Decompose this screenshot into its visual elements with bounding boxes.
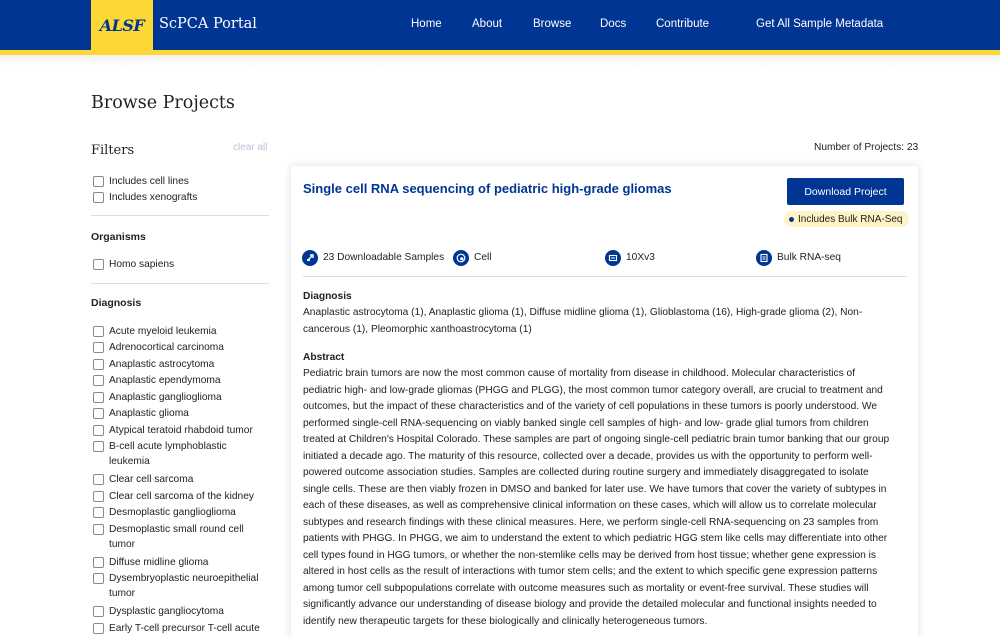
filter-diagnosis-item[interactable] bbox=[93, 439, 227, 453]
filter-diagnosis-item[interactable] bbox=[93, 423, 253, 437]
nav-docs[interactable]: Docs bbox=[600, 18, 627, 30]
checkbox[interactable] bbox=[93, 408, 104, 419]
meta-technology bbox=[605, 249, 655, 266]
badge-label: Includes Bulk RNA-Seq bbox=[798, 213, 903, 225]
checkbox[interactable] bbox=[93, 606, 104, 617]
badge-dot-icon bbox=[789, 217, 794, 222]
filter-label: Anaplastic ganglioglioma bbox=[109, 391, 222, 403]
filter-label: Desmoplastic small round cell bbox=[109, 523, 244, 535]
nav-get-all-sample-metadata[interactable]: Get All Sample Metadata bbox=[756, 18, 884, 30]
logo-text: ALSF bbox=[99, 15, 145, 35]
filter-diagnosis-item[interactable] bbox=[93, 406, 189, 420]
filter-diagnosis-item[interactable] bbox=[93, 505, 236, 519]
meta-additional bbox=[756, 249, 841, 266]
filter-label: Includes cell lines bbox=[109, 175, 189, 187]
abstract-line: pediatric high- and low-grade gliomas (PHGG and PLGG), the most common tumor category overall, are crucial to treatment and bbox=[303, 384, 883, 396]
abstract-line: treated at Children's Hospital Colorado. These samples are part of ongoing single-cell pediatric brain tumor banking that our group bbox=[303, 434, 890, 445]
filter-diagnosis-item[interactable] bbox=[93, 357, 214, 371]
checkbox[interactable] bbox=[93, 326, 104, 337]
abstract-line: cell types found in HGG tumors, or whether the non-stemlike cells may be derived from host tissue; whether gene expression is bbox=[303, 549, 877, 561]
nav-contribute[interactable]: Contribute bbox=[656, 18, 710, 30]
diagnosis-label: Diagnosis bbox=[303, 291, 352, 302]
abstract-line: single cells. These are then viably frozen in DMSO and banked for later use. We have tumors that cover the variety of subtypes in bbox=[303, 483, 887, 495]
page-title: Browse Projects bbox=[91, 93, 235, 113]
filters-title: Filters bbox=[91, 143, 135, 158]
project-title-link[interactable]: Single cell RNA sequencing of pediatric high-grade gliomas bbox=[303, 181, 672, 196]
abstract-line: outcomes, but the impact of these characteristics and of the variety of cell populations in these tumors is poorly understood. We bbox=[303, 401, 878, 412]
filter-label-continued: tumor bbox=[109, 588, 136, 599]
filter-label: Atypical teratoid rhabdoid tumor bbox=[109, 424, 253, 436]
abstract-text bbox=[303, 366, 903, 630]
filter-label-continued: tumor bbox=[109, 539, 136, 550]
filter-label: Adrenocortical carcinoma bbox=[109, 341, 224, 353]
checkbox[interactable] bbox=[93, 342, 104, 353]
meta-modality bbox=[453, 249, 492, 266]
filter-label: Homo sapiens bbox=[109, 258, 175, 270]
diagnosis-line: cancerous (1), Pleomorphic xanthoastrocytoma (1) bbox=[303, 323, 532, 335]
portal-title[interactable]: ScPCA Portal bbox=[159, 16, 257, 32]
checkbox[interactable] bbox=[93, 425, 104, 436]
checkbox[interactable] bbox=[93, 474, 104, 485]
checkbox[interactable] bbox=[93, 392, 104, 403]
abstract-label: Abstract bbox=[303, 352, 345, 363]
abstract-line: initiated a decade ago. The maturity of this resource, collected over a decade, provides us with the opportunity to perform well- bbox=[303, 450, 873, 462]
meta-modality-text: Cell bbox=[474, 252, 492, 263]
filter-diagnosis-item[interactable] bbox=[93, 604, 224, 618]
filter-diagnosis-item[interactable] bbox=[93, 555, 208, 569]
card-divider bbox=[303, 276, 907, 277]
abstract-line: patients with PHGG. In PHGG, we aim to understand the extent to which pediatric HGG stem like cells may differentiate into other bbox=[303, 533, 888, 544]
filter-diagnosis-item[interactable] bbox=[93, 571, 259, 585]
filter-diagnosis-item[interactable] bbox=[93, 522, 244, 536]
checkbox[interactable] bbox=[93, 176, 104, 187]
filter-label: Dysembryoplastic neuroepithelial bbox=[109, 572, 259, 584]
abstract-line: significantly advance our understanding of disease biology and provide the detailed molecular and functional insights needed to bbox=[303, 599, 877, 610]
header-shadow bbox=[0, 55, 1000, 67]
diagnosis-text bbox=[303, 305, 903, 338]
filter-diagnosis-item[interactable] bbox=[93, 340, 224, 354]
checkbox[interactable] bbox=[93, 573, 104, 584]
checkbox[interactable] bbox=[93, 192, 104, 203]
nav-home[interactable]: Home bbox=[411, 18, 442, 30]
filter-label: Clear cell sarcoma bbox=[109, 473, 194, 485]
number-of-projects: Number of Projects: 23 bbox=[814, 142, 919, 153]
technology-icon bbox=[605, 250, 621, 266]
abstract-line: identify new therapeutic targets for these biologically and clinically heterogeneous tumors. bbox=[303, 615, 708, 627]
diagnosis-line: Anaplastic astrocytoma (1), Anaplastic glioma (1), Diffuse midline glioma (1), Glioblastoma (16), High-grade glioma (2), Non- bbox=[303, 307, 863, 318]
checkbox[interactable] bbox=[93, 375, 104, 386]
filter-diagnosis-item[interactable] bbox=[93, 489, 254, 503]
filter-diagnosis-item[interactable] bbox=[93, 390, 222, 404]
filter-diagnosis-item[interactable] bbox=[93, 373, 221, 387]
bulk-rna-seq-badge bbox=[784, 211, 909, 227]
abstract-line: Pediatric brain tumors are now the most common cause of mortality from disease in childhood. Molecular characteristics of bbox=[303, 368, 856, 379]
alsf-logo[interactable] bbox=[91, 0, 153, 50]
abstract-line: among tumor cell subpopulations correlate with outcome measures such as mortality or event-free survival. These studies will bbox=[303, 582, 869, 594]
filter-label: B-cell acute lymphoblastic bbox=[109, 440, 227, 452]
filter-diagnosis-item[interactable] bbox=[93, 621, 260, 635]
filter-label: Anaplastic ependymoma bbox=[109, 374, 221, 386]
cell-modality-icon bbox=[453, 250, 469, 266]
filter-label: Dysplastic gangliocytoma bbox=[109, 605, 224, 617]
abstract-line: altered in host cells as the result of interactions with tumor stem cells; and the extent to which specific gene expression patterns bbox=[303, 566, 878, 577]
download-project-button[interactable]: Download Project bbox=[787, 178, 904, 205]
meta-technology-text: 10Xv3 bbox=[626, 252, 655, 263]
filter-label: Anaplastic glioma bbox=[109, 407, 189, 419]
sidebar-divider bbox=[91, 283, 269, 284]
filter-includes-xenografts[interactable] bbox=[93, 190, 197, 204]
nav-about[interactable]: About bbox=[472, 18, 503, 30]
checkbox[interactable] bbox=[93, 259, 104, 270]
meta-samples bbox=[302, 249, 444, 266]
filter-label: Desmoplastic ganglioglioma bbox=[109, 506, 236, 518]
abstract-line: each of these diseases, as well as comprehensive clinical information on these cases, which will allow us to correlate molecular bbox=[303, 500, 877, 511]
clear-all-button[interactable]: clear all bbox=[233, 142, 268, 153]
checkbox[interactable] bbox=[93, 557, 104, 568]
filter-label: Includes xenografts bbox=[109, 191, 198, 203]
diagnosis-title: Diagnosis bbox=[91, 297, 142, 309]
filter-diagnosis-item[interactable] bbox=[93, 472, 193, 486]
organisms-title: Organisms bbox=[91, 231, 146, 243]
filter-label: Clear cell sarcoma of the kidney bbox=[109, 490, 254, 502]
bulk-rna-icon bbox=[756, 250, 772, 266]
filter-label: Early T-cell precursor T-cell acute bbox=[109, 622, 260, 634]
nav-browse[interactable]: Browse bbox=[533, 18, 572, 30]
filter-label: Anaplastic astrocytoma bbox=[109, 358, 215, 370]
meta-samples-text: 23 Downloadable Samples bbox=[323, 252, 445, 263]
meta-additional-text: Bulk RNA-seq bbox=[777, 252, 841, 263]
checkbox[interactable] bbox=[93, 524, 104, 535]
abstract-line: subtypes and research findings with these clinical measures. Here, we perform single-cell RNA-sequencing on 23 samples from bbox=[303, 516, 879, 528]
filter-diagnosis-item[interactable] bbox=[93, 324, 217, 338]
filter-label: Acute myeloid leukemia bbox=[109, 325, 217, 337]
download-samples-icon bbox=[302, 250, 318, 266]
checkbox[interactable] bbox=[93, 491, 104, 502]
checkbox[interactable] bbox=[93, 507, 104, 518]
filter-label: Diffuse midline glioma bbox=[109, 556, 209, 568]
abstract-line: performed single-cell RNA-sequencing on viably banked single cell samples of high- and low- grade glial tumors from children bbox=[303, 417, 869, 429]
checkbox[interactable] bbox=[93, 623, 104, 634]
filter-label-continued: leukemia bbox=[109, 456, 150, 467]
checkbox[interactable] bbox=[93, 359, 104, 370]
filter-includes-cell-lines[interactable] bbox=[93, 174, 189, 188]
sidebar-divider bbox=[91, 215, 269, 216]
abstract-line: powered outcome association studies. Samples are collected during routine surgery and immediately disaggregated to isolate bbox=[303, 467, 869, 478]
checkbox[interactable] bbox=[93, 441, 104, 452]
filter-homo-sapiens[interactable] bbox=[93, 257, 174, 271]
